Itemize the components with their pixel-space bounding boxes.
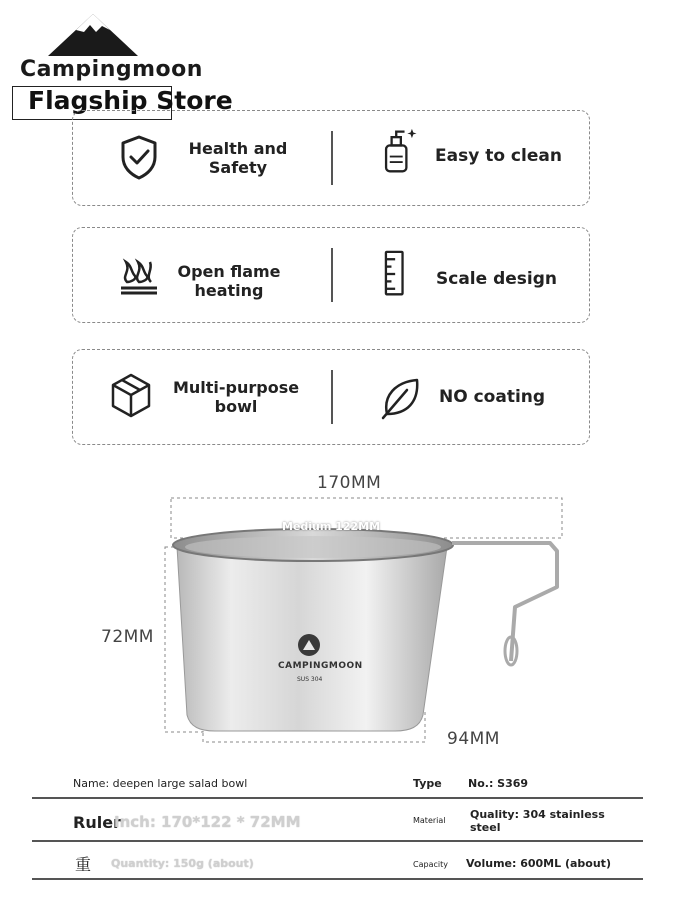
feature-label-line: Safety [208, 158, 268, 177]
dim-bottom-label: 94MM [447, 729, 500, 749]
feature-card-2 [72, 227, 590, 323]
cup-dimension-diagram [95, 465, 575, 755]
dim-width-label: 170MM [317, 473, 382, 493]
cup-material-code: SUS 304 [297, 676, 323, 683]
spec-weight-value: Quantity: 150g (about) [111, 857, 254, 870]
cube-icon [109, 372, 153, 420]
spec-material-line: steel [470, 821, 501, 834]
spec-material-value [470, 808, 605, 834]
feature-label-coating: NO coating [439, 387, 546, 407]
spec-divider [32, 840, 643, 842]
card-divider [331, 248, 333, 302]
spec-weight-label: 重 [75, 855, 92, 874]
feature-label-line: Open flame [177, 262, 281, 281]
brand-name: Campingmoon [20, 57, 203, 82]
mountain-logo-icon [48, 12, 138, 58]
feature-label-line: heating [194, 281, 264, 300]
feature-label-health [178, 139, 298, 177]
spec-capacity-value: Volume: 600ML (about) [466, 857, 611, 870]
spec-material-label: Material [413, 816, 446, 825]
feature-card-1 [72, 110, 590, 206]
leaf-icon [379, 374, 423, 422]
feature-card-3 [72, 349, 590, 445]
inner-scale-mark: Medium 122MM [282, 520, 381, 533]
ruler-icon [375, 250, 419, 298]
cup-brand-text: CAMPINGMOON [278, 661, 363, 671]
spec-name: Name: deepen large salad bowl [73, 777, 248, 790]
feature-label-line: bowl [214, 397, 258, 416]
dim-height-label: 72MM [101, 627, 154, 647]
card-divider [331, 370, 333, 424]
spec-type-value: No.: S369 [468, 777, 529, 790]
brand-subtitle: Flagship Store [28, 86, 233, 115]
open-flame-icon [117, 252, 161, 300]
feature-label-line: Health and [188, 139, 288, 158]
feature-label-scale: Scale design [436, 269, 557, 289]
spec-divider [32, 878, 643, 880]
spec-capacity-label: Capacity [413, 860, 448, 869]
spec-ruler-label: Ruler [73, 813, 121, 832]
spec-ruler-value: Inch: 170*122 * 72MM [114, 813, 301, 831]
feature-label-flame [169, 262, 289, 300]
feature-label-multipurpose [171, 378, 301, 416]
spec-material-line: Quality: 304 stainless [470, 808, 605, 821]
feature-label-line: Multi-purpose [172, 378, 300, 397]
feature-label-clean: Easy to clean [435, 146, 562, 166]
spec-type-label: Type [413, 777, 442, 790]
card-divider [331, 131, 333, 185]
soap-bottle-icon [377, 127, 421, 175]
shield-check-icon [117, 133, 161, 181]
spec-divider [32, 797, 643, 799]
cup-illustration [95, 465, 575, 755]
